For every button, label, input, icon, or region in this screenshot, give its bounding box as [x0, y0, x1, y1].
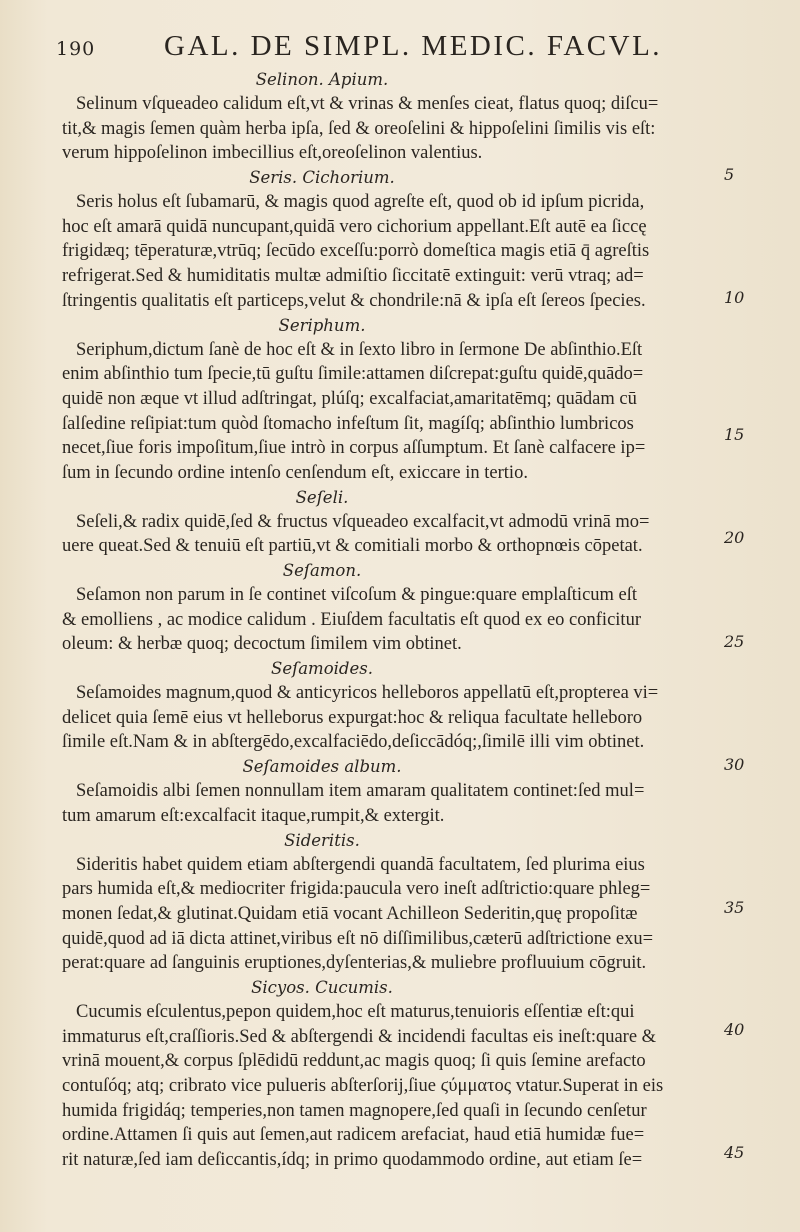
margin-number: 25	[724, 632, 745, 651]
text-line: Seſeli,& radix quidē,ſed & fructus vſqueadeo excalfacit,vt admodū vrinā mo=	[76, 511, 650, 532]
text-line: ſtringentis qualitatis eſt particeps,velut & chondrile:nā & ipſa eſt ſereos ſpecies.	[62, 290, 646, 311]
text-line: verum hippoſelinon imbecillius eſt,oreoſelinon valentius.	[62, 143, 483, 164]
section-heading: Seriphum.	[278, 315, 366, 335]
text-line: quidē,quod ad iā dicta attinet,viribus eſt nō diſſimilibus,cæterū adſtrictione exu=	[62, 928, 653, 949]
text-line: frigidæq; tēperaturæ,vtrūq; ſecūdo exceſſu:porrò domeſtica magis etiā q̄ agreſtis	[62, 241, 650, 262]
text-line: Cucumis eſculentus,pepon quidem,hoc eſt maturus,tenuioris eſſentiæ eſt:qui	[76, 1001, 635, 1022]
section-heading: Seſeli.	[295, 487, 349, 507]
text-line: enim abſinthio tum ſpecie,tū guſtu ſimile:attamen diſcrepat:guſtu quidē,quādo=	[62, 364, 644, 385]
text-line: hoc eſt amarā quidā nuncupant,quidā vero cichorium appellant.Eſt autē ea ſiccę	[62, 216, 647, 237]
text-line: Selinum vſqueadeo calidum eſt,vt & vrinas & menſes cieat, flatus quoq; diſcu=	[76, 94, 659, 114]
text-line: perat:quare ad ſanguinis eruptiones,dyſenterias,& muliebre profluuium cōgruit.	[62, 953, 647, 974]
text-line: ſum in ſecundo ordine intenſo cenſendum eſt, exiccare in tertio.	[62, 462, 528, 483]
section-paragraph	[62, 190, 752, 313]
margin-number: 40	[724, 1020, 745, 1039]
text-line: Sideritis habet quidem etiam abſtergendi quandā facultatem, ſed plurima eius	[76, 854, 645, 875]
running-head: GAL. DE SIMPL. MEDIC. FACVL.	[164, 30, 663, 62]
text-line: & emolliens , ac modice calidum . Eiuſdem facultatis eſt quod ex eo conficitur	[62, 609, 641, 630]
text-line: Seſamoides magnum,quod & anticyricos helleboros appellatū eſt,propterea vi=	[76, 683, 659, 704]
text-line: quidē non æque vt illud adſtringat, plúſq; excalfaciat,amaritatēmq; quādam cū	[62, 388, 637, 409]
section-heading: Sideritis.	[284, 830, 360, 850]
section-heading: Seris. Cichorium.	[249, 168, 395, 188]
text-line: uere queat.Sed & tenuiū eſt partiū,vt & comitiali morbo & orthopnœis cōpetat.	[62, 536, 643, 557]
text-line: delicet quia ſemē eius vt helleborus expurgat:hoc & reliqua facultate helleboro	[62, 707, 643, 728]
margin-number: 30	[724, 755, 745, 774]
page-number: 190	[56, 38, 96, 60]
section-paragraph	[62, 338, 752, 486]
text-line: ordine.Attamen ſi quis aut ſemen,aut radicem arefaciat, haud etiā humidæ fue=	[62, 1125, 645, 1146]
body-text	[62, 68, 752, 1173]
text-line: tit,& magis ſemen quàm herba ipſa, ſed & oreoſelini & hippoſelini ſimilis vis eſt:	[62, 118, 656, 139]
margin-number: 5	[724, 165, 735, 184]
margin-line-numbers	[724, 0, 774, 1232]
section-paragraph	[62, 510, 752, 559]
page-header	[56, 30, 746, 70]
section-heading: Seſamoides.	[271, 659, 373, 679]
text-line: oleum: & herbæ quoq; decoctum ſimilem vim obtinet.	[62, 634, 462, 655]
text-line: vrinā mouent,& corpus ſplēdidū reddunt,ac magis quoq; ſi quis ſemine arefacto	[62, 1051, 646, 1072]
text-line: tum amarum eſt:excalfacit itaque,rumpit,& extergit.	[62, 805, 445, 826]
section-heading: Seſamon.	[282, 561, 362, 580]
section-heading: Sicyos. Cucumis.	[251, 977, 393, 997]
text-line: pars humida eſt,& mediocriter frigida:paucula vero ineſt adſtrictio:quare phleg=	[62, 879, 651, 900]
margin-number: 10	[724, 288, 745, 307]
text-line: refrigerat.Sed & humiditatis multæ admiſtio ſiccitatē extinguit: verū vtraq; ad=	[62, 266, 644, 287]
section-paragraph	[62, 583, 752, 657]
section-heading: Selinon. Apium.	[255, 70, 389, 89]
section-paragraph	[62, 92, 752, 166]
section-paragraph	[62, 779, 752, 828]
text-line: ſalſedine reſipiat:tum quòd ſtomacho infeſtum ſit, magíſq; abſinthio lumbricos	[62, 413, 634, 434]
section-paragraph	[62, 681, 752, 755]
text-line: Seriphum,dictum ſanè de hoc eſt & in ſexto libro in ſermone De abſinthio.Eſt	[76, 339, 643, 360]
text-line: ſimile eſt.Nam & in abſtergēdo,excalfaciēdo,deſiccādóq;,ſimilē illi vim obtinet.	[62, 732, 645, 753]
margin-number: 20	[724, 528, 745, 547]
section-paragraph	[62, 853, 752, 976]
text-line: Seſamon non parum in ſe continet viſcoſum & pingue:quare emplaſticum eſt	[76, 585, 638, 605]
section-heading: Seſamoides album.	[242, 757, 402, 777]
margin-number: 15	[724, 425, 745, 444]
section-paragraph	[62, 1000, 752, 1173]
text-line: contuſóq; atq; cribrato vice pulueris abſterſorij,ſiue ϛύμματος vtatur.Superat in eis	[62, 1076, 664, 1096]
text-line: Seſamoidis albi ſemen nonnullam item amaram qualitatem continet:ſed mul=	[76, 781, 645, 802]
text-line: necet,ſiue foris impoſitum,ſiue intrò in corpus aſſumptum. Et ſanè calfacere ip=	[62, 438, 646, 459]
text-line: Seris holus eſt ſubamarū, & magis quod agreſte eſt, quod ob id ipſum picrida,	[76, 192, 645, 213]
margin-number: 35	[724, 898, 745, 917]
margin-number: 45	[724, 1143, 745, 1162]
text-line: humida frigidáq; temperies,non tamen magnopere,ſed quaſi in ſecundo cenſetur	[62, 1100, 647, 1121]
text-line: monen ſedat,& glutinat.Quidam etiā vocant Achilleon Sederitin,quę propoſitæ	[62, 903, 638, 924]
text-line: immaturus eſt,craſſioris.Sed & abſtergendi & incidendi facultas eis ineſt:quare &	[62, 1026, 657, 1047]
text-line: rit naturæ,ſed iam deſiccantis,ídq; in primo quodammodo ordine, aut etiam ſe=	[62, 1150, 643, 1171]
